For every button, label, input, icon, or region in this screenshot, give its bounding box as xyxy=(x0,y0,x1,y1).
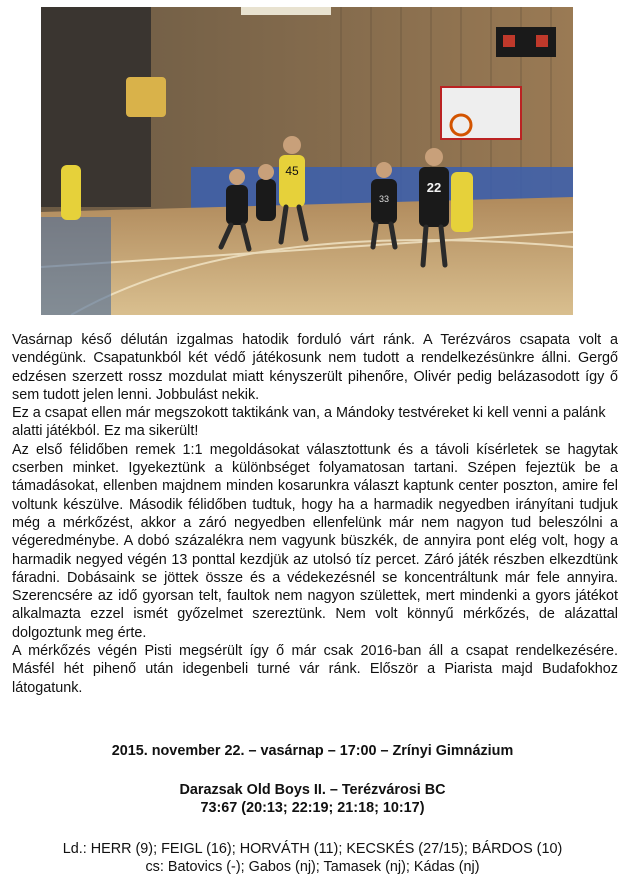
match-score: 73:67 (20:13; 22:19; 21:18; 10:17) xyxy=(200,800,425,816)
substitutes: cs: Batovics (-); Gabos (nj); Tamasek (nj); Kádas (nj) xyxy=(145,859,480,875)
jersey-number-22: 22 xyxy=(426,180,442,195)
match-report xyxy=(12,331,618,697)
team-logo-icon xyxy=(126,77,166,117)
match-teams: Darazsak Old Boys II. – Terézvárosi BC xyxy=(179,782,446,798)
article-paragraph: Az első félidőben remek 1:1 megoldásokat választottunk és a távoli kísérletek se hagytak cserben minket. Igyekeztünk a különbséget folyamatosan tartani. Szépen fejeztük be a támadásokat, ellenben majdnem minden kosarunkra választ kaptunk center poszton, amire fel voltunk készülve. Második félidőben tudtuk, hogy ha a harmadik negyedben irányítani tudjuk még a mérkőzést, akkor a záró negyedben ellenfelünk már nem nagyon tud beleszólni a végeredménybe. A dobó százalékra nem vagyunk büszkék, de annyira pont elég volt, hogy a harmadik negyed végén 13 ponttal kezdjük az utolsó tíz percet. Záró játék részben elkezdtünk fáradni. Dobásaink se jöttek össze és a védekezésnél se koncentráltunk már fele annyira. Szerencsére az idő gyorsan telt, faultok nem nagyon születtek, mert mindenki a gyors játékot alkalmazta ezzel ismét győzelmet szereztünk. Nem volt könnyű mérkőzés, de alázattal dolgoztunk meg érte. xyxy=(12,441,618,641)
jersey-number-45: 45 xyxy=(285,164,299,178)
match-date-venue: 2015. november 22. – vasárnap – 17:00 – Zrínyi Gimnázium xyxy=(111,743,514,759)
article-paragraph: A mérkőzés végén Pisti megsérült így ő már csak 2016-ban áll a csapat rendelkezésére. Másfél hét pihenő után idegenbeli turné vár ránk. Először a Piarista majd Budafokhoz látogatunk. xyxy=(12,643,618,696)
article-paragraph: Ez a csapat ellen már megszokott taktikánk van, a Mándoky testvéreket ki kell venni a palánk alatti játékból. Ez ma sikerült! xyxy=(12,405,606,440)
jersey-number-33: 33 xyxy=(378,194,390,204)
starting-lineup: Ld.: HERR (9); FEIGL (16); HORVÁTH (11); KECSKÉS (27/15); BÁRDOS (10) xyxy=(62,841,563,857)
article-paragraph: Vasárnap késő délután izgalmas hatodik forduló várt ránk. A Terézváros csapata volt a vendégünk. Csapatunkból két védő játékosunk nem tudott a rendelkezésünkre állni. Gergő edzésen szerzett rossz mozdulat miatt kényszerült pihenőre, Olivér pedig belázasodott így ő sem tudott jelen lenni. Jobbulást nekik. xyxy=(12,332,618,403)
game-photo xyxy=(41,7,573,315)
